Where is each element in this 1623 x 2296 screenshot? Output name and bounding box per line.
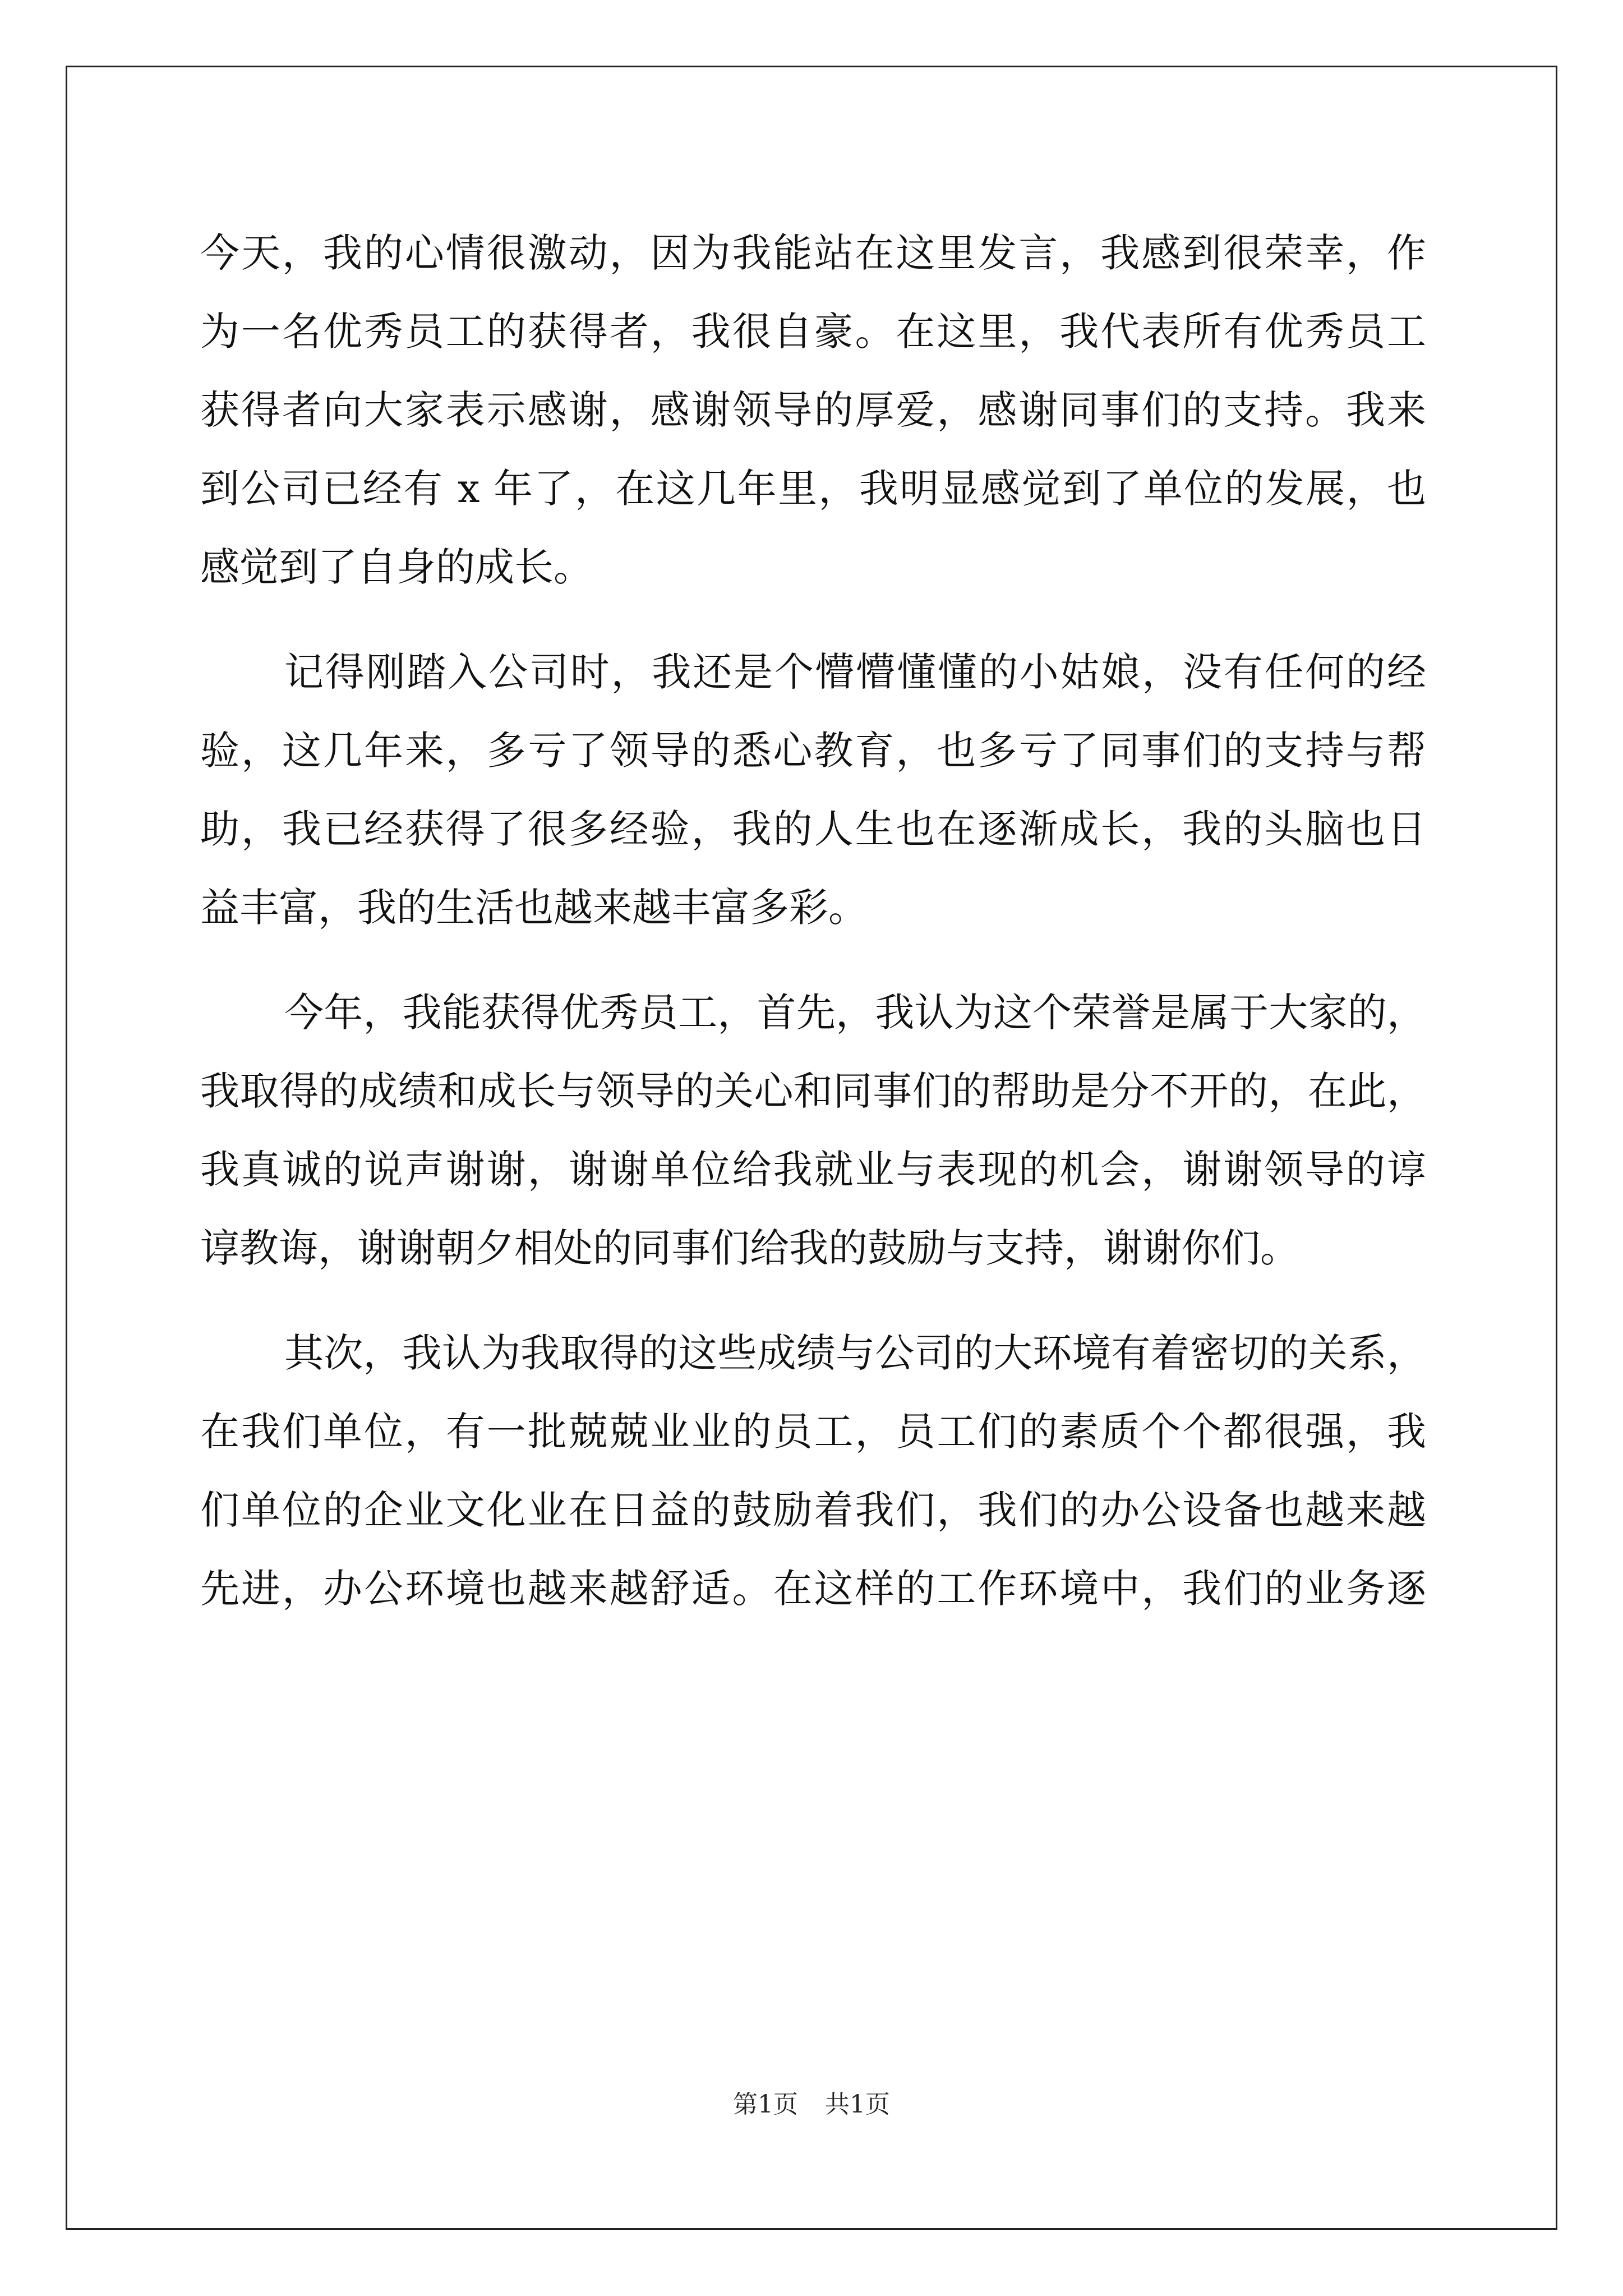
text-line: 我真诚的说声谢谢，谢谢单位给我就业与表现的机会，谢谢领导的谆 [200, 1147, 1426, 1193]
page-total: 共1页 [825, 2090, 890, 2119]
text-line: 我取得的成绩和成长与领导的关心和同事们的帮助是分不开的，在此， [200, 1068, 1426, 1114]
text-line: 助，我已经获得了很多经验，我的人生也在逐渐成长，我的头脑也日 [200, 806, 1426, 852]
text-line: 感觉到了自身的成长。 [200, 544, 593, 590]
text-line: 们单位的企业文化业在日益的鼓励着我们，我们的办公设备也越来越 [200, 1487, 1426, 1533]
text-line: 验，这几年来，多亏了领导的悉心教育，也多亏了同事们的支持与帮 [200, 728, 1426, 774]
text-line: 在我们单位，有一批兢兢业业的员工，员工们的素质个个都很强，我 [200, 1409, 1426, 1455]
paragraph [200, 973, 1426, 1287]
page-footer [0, 2088, 1623, 2122]
paragraph [200, 214, 1426, 606]
paragraph [200, 1314, 1426, 1628]
document-body [200, 214, 1426, 1628]
text-line: 记得刚踏入公司时，我还是个懵懵懂懂的小姑娘，没有任何的经 [284, 649, 1426, 695]
text-line: 其次，我认为我取得的这些成绩与公司的大环境有着密切的关系， [284, 1330, 1426, 1376]
page-number: 第1页 [733, 2090, 798, 2119]
paragraph [200, 633, 1426, 947]
paragraph-spacer [200, 606, 1426, 633]
text-line: 为一名优秀员工的获得者，我很自豪。在这里，我代表所有优秀员工 [200, 309, 1426, 355]
paragraph-spacer [200, 1287, 1426, 1314]
text-line: 获得者向大家表示感谢，感谢领导的厚爱，感谢同事们的支持。我来 [200, 387, 1426, 433]
text-line: 今年，我能获得优秀员工，首先，我认为这个荣誉是属于大家的， [284, 990, 1426, 1036]
text-line: 益丰富，我的生活也越来越丰富多彩。 [200, 885, 868, 931]
text-line: 谆教诲，谢谢朝夕相处的同事们给我的鼓励与支持，谢谢你们。 [200, 1225, 1299, 1271]
text-line: 先进，办公环境也越来越舒适。在这样的工作环境中，我们的业务逐 [200, 1566, 1426, 1612]
paragraph-spacer [200, 947, 1426, 973]
text-line: 到公司已经有 x 年了，在这几年里，我明显感觉到了单位的发展，也 [200, 466, 1426, 512]
text-line: 今天，我的心情很激动，因为我能站在这里发言，我感到很荣幸，作 [200, 230, 1426, 276]
